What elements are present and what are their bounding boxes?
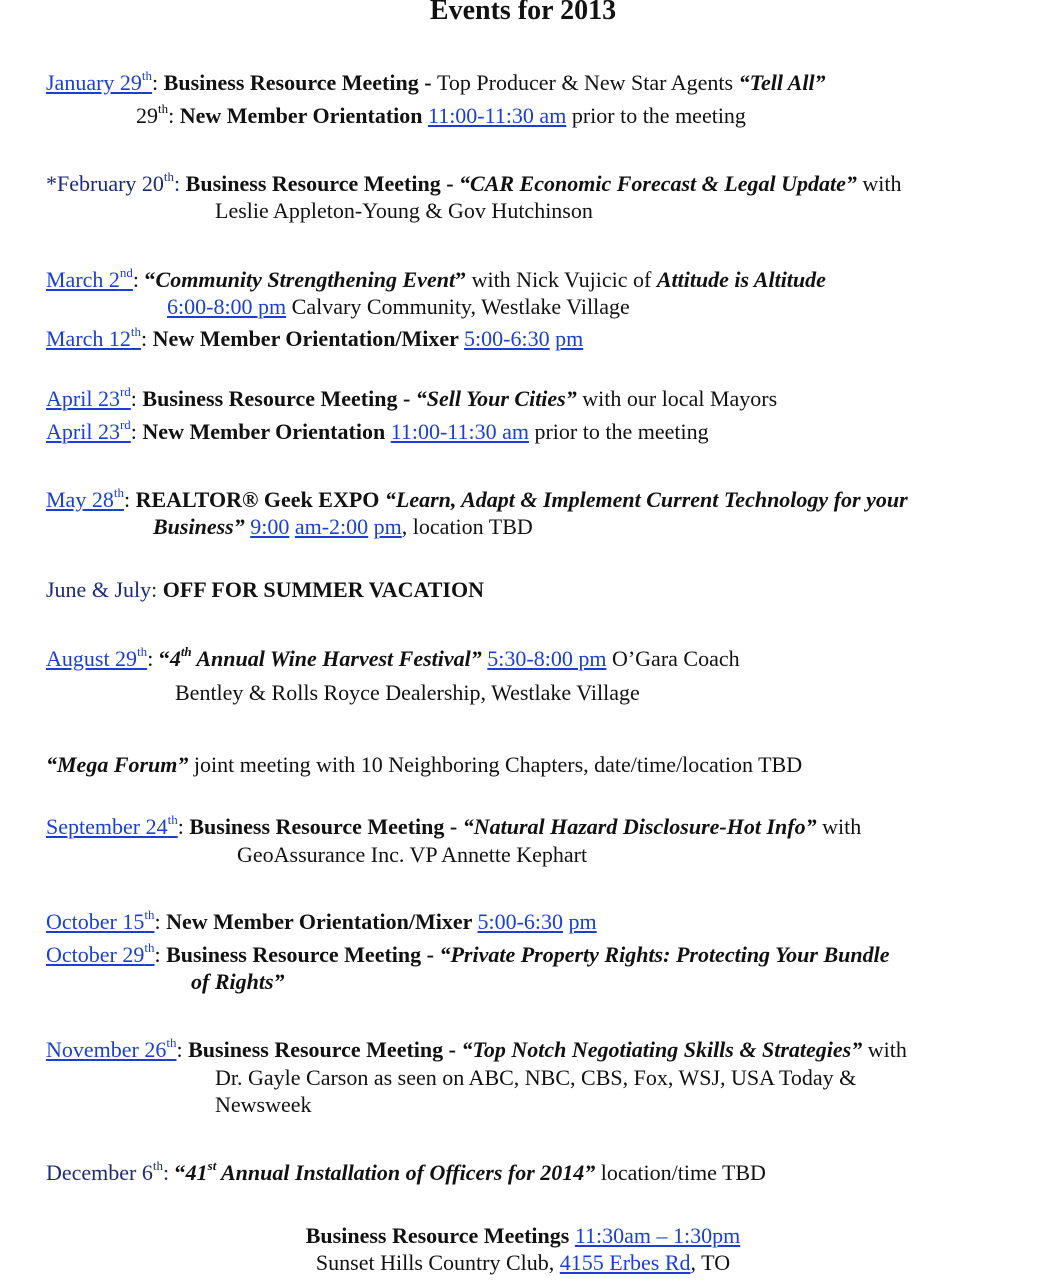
event-august-29: August 29th: “4th Annual Wine Harvest Festival” 5:30-8:00 pm O’Gara Coach	[46, 643, 740, 671]
time-link[interactable]: 5:30-8:00 pm	[487, 646, 607, 671]
page-title: Events for 2013	[429, 0, 617, 26]
event-date-link[interactable]: April 23rd	[46, 416, 131, 444]
event-october-15: October 15th: New Member Orientation/Mixer 5:00-6:30 pm	[46, 906, 597, 934]
event-january-orientation: 29th: New Member Orientation 11:00-11:30 am prior to the meeting	[136, 100, 746, 128]
event-march-2: March 2nd: “Community Strengthening Event” with Nick Vujicic of Attitude is Altitude	[46, 264, 826, 292]
event-january-29: January 29th: Business Resource Meeting - Top Producer & New Star Agents “Tell All”	[46, 67, 826, 95]
time-link[interactable]: 6:00-8:00 pm	[167, 294, 287, 319]
event-february-speakers: Leslie Appleton-Young & Gov Hutchinson	[215, 198, 593, 223]
address-link[interactable]: 4155 Erbes Rd	[559, 1250, 691, 1275]
event-heading: Business Resource Meeting -	[163, 70, 438, 95]
event-date-link[interactable]: April 23rd	[46, 383, 131, 411]
event-april-23-orientation: April 23rd: New Member Orientation 11:00-11:30 am prior to the meeting	[46, 416, 709, 444]
event-mega-forum: “Mega Forum” joint meeting with 10 Neighboring Chapters, date/time/location TBD	[46, 752, 803, 777]
footer-location: Sunset Hills Country Club, 4155 Erbes Rd, TO	[315, 1250, 731, 1275]
event-may-28: May 28th: REALTOR® Geek EXPO “Learn, Adapt & Implement Current Technology for your	[46, 484, 908, 512]
time-link[interactable]: pm	[555, 326, 584, 351]
footer-meeting-time: Business Resource Meetings 11:30am – 1:30pm	[305, 1223, 741, 1248]
event-date-link[interactable]: October 15th	[46, 906, 155, 934]
time-link[interactable]: 5:00-6:30	[477, 909, 564, 934]
event-november-speaker-cont: Newsweek	[215, 1092, 312, 1117]
event-date-link[interactable]: November 26th	[46, 1034, 177, 1062]
event-september-speaker: GeoAssurance Inc. VP Annette Kephart	[237, 842, 588, 867]
event-april-23-meeting: April 23rd: Business Resource Meeting - “Sell Your Cities” with our local Mayors	[46, 383, 778, 411]
time-link[interactable]: 11:30am – 1:30pm	[574, 1223, 741, 1248]
event-february-20: *February 20th: Business Resource Meeting - “CAR Economic Forecast & Legal Update” with	[46, 168, 902, 196]
time-link[interactable]: am-2:00	[294, 514, 369, 539]
time-link[interactable]: 5:00-6:30	[464, 326, 550, 351]
event-november-speaker: Dr. Gayle Carson as seen on ABC, NBC, CBS, Fox, WSJ, USA Today &	[215, 1065, 857, 1090]
event-date-link[interactable]: September 24th	[46, 811, 178, 839]
event-date-link[interactable]: March 2nd	[46, 264, 133, 292]
event-date-link[interactable]: March 12th	[46, 323, 142, 351]
event-march-2-details: 6:00-8:00 pm Calvary Community, Westlake Village	[167, 294, 630, 319]
event-november-26: November 26th: Business Resource Meeting - “Top Notch Negotiating Skills & Strategies” with	[46, 1034, 907, 1062]
event-october-29: October 29th: Business Resource Meeting - “Private Property Rights: Protecting Your Bundle	[46, 939, 890, 967]
event-march-12: March 12th: New Member Orientation/Mixer 5:00-6:30 pm	[46, 323, 584, 351]
time-link[interactable]: pm	[373, 514, 402, 539]
event-december-6: December 6th: “41st Annual Installation of Officers for 2014” location/time TBD	[46, 1157, 766, 1185]
event-date-link[interactable]: May 28th	[46, 484, 124, 512]
event-date-link[interactable]: August 29th	[46, 643, 148, 671]
event-date-link[interactable]: January 29th	[46, 67, 153, 95]
time-link[interactable]: 11:00-11:30 am	[390, 419, 529, 444]
event-october-29-cont: of Rights”	[191, 969, 285, 994]
event-summer-break: June & July: OFF FOR SUMMER VACATION	[46, 577, 484, 602]
time-link[interactable]: pm	[568, 909, 597, 934]
event-date-link[interactable]: October 29th	[46, 939, 155, 967]
event-august-location: Bentley & Rolls Royce Dealership, Westlake Village	[175, 680, 640, 705]
event-september-24: September 24th: Business Resource Meeting - “Natural Hazard Disclosure-Hot Info” with	[46, 811, 862, 839]
time-link[interactable]: 9:00	[250, 514, 290, 539]
event-may-28-details: Business” 9:00 am-2:00 pm, location TBD	[153, 514, 533, 539]
time-link[interactable]: 11:00-11:30 am	[428, 103, 567, 128]
